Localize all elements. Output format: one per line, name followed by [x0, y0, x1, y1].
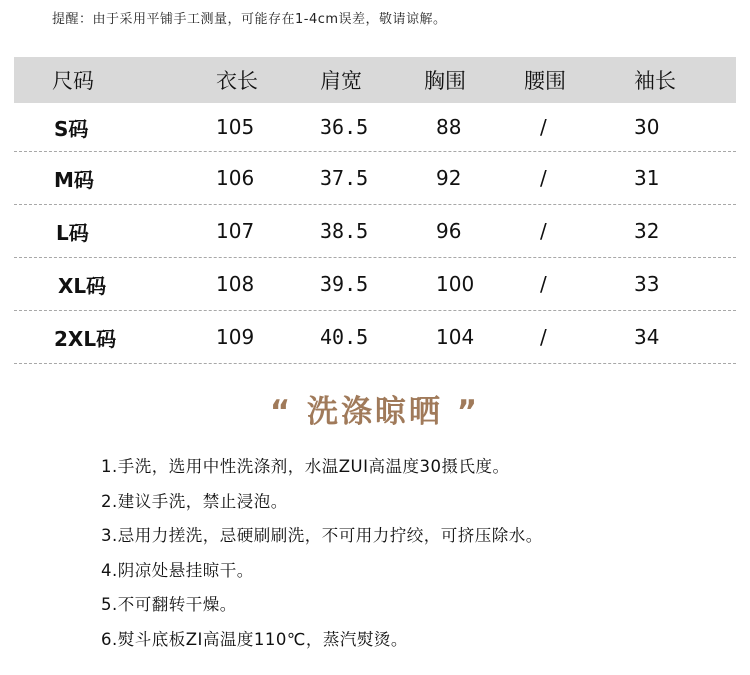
row-waist: / [540, 166, 547, 190]
table-row [14, 258, 736, 311]
row-shoulder: 36.5 [320, 115, 369, 139]
row-length: 109 [216, 325, 255, 349]
row-chest: 88 [436, 115, 462, 139]
table-row [14, 152, 736, 205]
list-item: 2.建议手洗，禁止浸泡。 [101, 491, 288, 511]
size-table [14, 57, 736, 364]
table-row [14, 311, 736, 364]
row-shoulder: 38.5 [320, 219, 369, 243]
row-length: 106 [216, 166, 255, 190]
row-waist: / [540, 219, 547, 243]
list-item: 5.不可翻转干燥。 [101, 595, 237, 615]
header-waist: 腰围 [524, 69, 566, 93]
row-size: 2XL码 [54, 326, 117, 351]
row-length: 107 [216, 219, 255, 243]
row-chest: 92 [436, 166, 462, 190]
header-chest: 胸围 [424, 69, 466, 93]
row-size: M码 [54, 167, 94, 192]
row-length: 108 [216, 272, 255, 296]
list-item: 1.手洗，选用中性洗涤剂，水温ZUI高温度30摄氏度。 [101, 457, 510, 476]
row-chest: 96 [436, 219, 462, 243]
row-chest: 104 [436, 325, 475, 349]
wash-care-title: “ 洗涤晾晒 ” [269, 394, 481, 430]
row-sleeve: 32 [634, 219, 660, 243]
measurement-notice: 提醒：由于采用平铺手工测量，可能存在1-4cm误差，敬请谅解。 [52, 12, 447, 27]
row-sleeve: 34 [634, 325, 660, 349]
row-sleeve: 31 [634, 166, 660, 190]
row-sleeve: 33 [634, 272, 660, 296]
row-sleeve: 30 [634, 115, 660, 139]
row-shoulder: 39.5 [320, 272, 369, 296]
list-item: 6.熨斗底板ZI高温度110℃，蒸汽熨烫。 [101, 629, 408, 649]
header-length: 衣长 [216, 69, 258, 93]
row-size: L码 [56, 220, 89, 245]
header-size: 尺码 [52, 69, 94, 93]
row-chest: 100 [436, 272, 475, 296]
row-size: XL码 [58, 273, 107, 298]
row-length: 105 [216, 115, 255, 139]
row-shoulder: 40.5 [320, 325, 369, 349]
table-row [14, 205, 736, 258]
header-shoulder: 肩宽 [320, 69, 362, 93]
list-item: 4.阴凉处悬挂晾干。 [101, 560, 254, 580]
header-sleeve: 袖长 [634, 69, 676, 93]
row-size: S码 [54, 116, 89, 141]
list-item: 3.忌用力搓洗，忌硬刷刷洗，不可用力拧绞，可挤压除水。 [101, 526, 543, 546]
size-table-header [14, 57, 736, 103]
wash-care-list [101, 455, 543, 663]
row-waist: / [540, 325, 547, 349]
row-shoulder: 37.5 [320, 166, 369, 190]
table-row [14, 103, 736, 152]
row-waist: / [540, 115, 547, 139]
row-waist: / [540, 272, 547, 296]
